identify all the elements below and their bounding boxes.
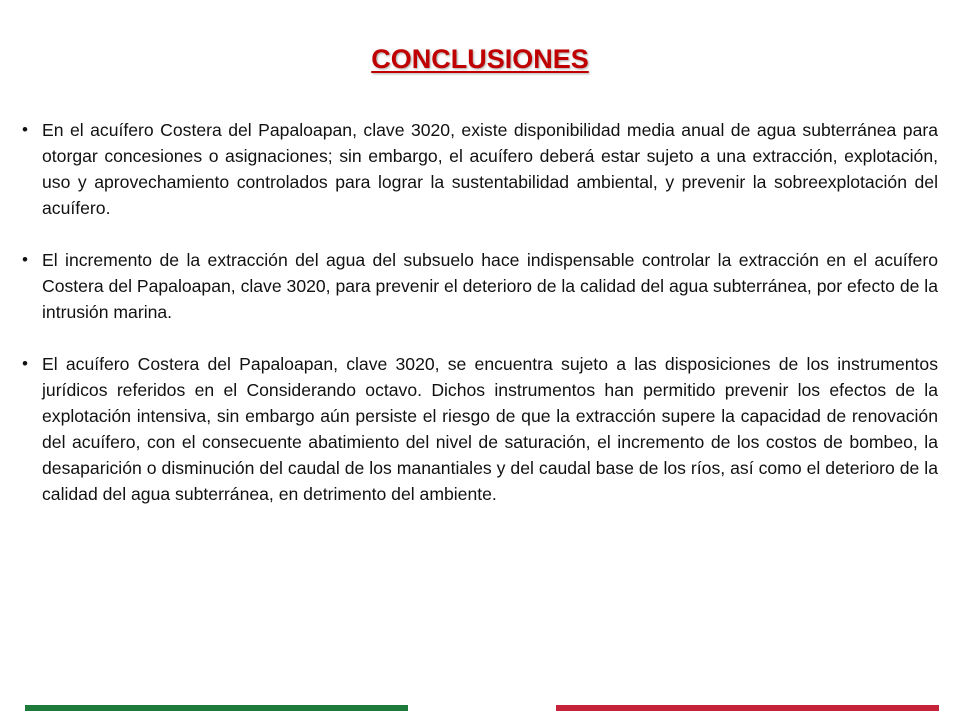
bullet-icon: •	[22, 250, 28, 269]
bullet-text: El acuífero Costera del Papaloapan, clave 3020, se encuentra sujeto a las disposiciones de los instrumentos jurídicos referidos en el Considerando octavo. Dichos instrumentos han permitido prevenir los efectos de la explotación intensiva, sin embargo aún persiste el riesgo de que la extracción supere la capacidad de renovación del acuífero, con el consecuente abatimiento del nivel de saturación, el incremento de los costos de bombeo, la desaparición o disminución del caudal de los manantiales y del caudal base de los ríos, así como el deterioro de la calidad del agua subterránea, en detrimento del ambiente.	[42, 354, 938, 504]
bullet-text: En el acuífero Costera del Papaloapan, clave 3020, existe disponibilidad media anual de agua subterránea para otorgar concesiones o asignaciones; sin embargo, el acuífero deberá estar sujeto a una extracción, explotación, uso y aprovechamiento controlados para lograr la sustentabilidad ambiental, y prevenir la sobreexplotación del acuífero.	[42, 120, 938, 218]
bullet-icon: •	[22, 120, 28, 139]
decorative-stripe-red	[556, 705, 939, 711]
bullet-item	[22, 351, 938, 507]
bullet-icon: •	[22, 354, 28, 373]
bullet-list	[22, 117, 938, 533]
bullet-text: El incremento de la extracción del agua del subsuelo hace indispensable controlar la extracción en el acuífero Costera del Papaloapan, clave 3020, para prevenir el deterioro de la calidad del agua subterránea, por efecto de la intrusión marina.	[42, 250, 938, 322]
bullet-item	[22, 117, 938, 221]
slide-title: CONCLUSIONES	[371, 44, 589, 74]
decorative-stripe-green	[25, 705, 408, 711]
bullet-item	[22, 247, 938, 325]
